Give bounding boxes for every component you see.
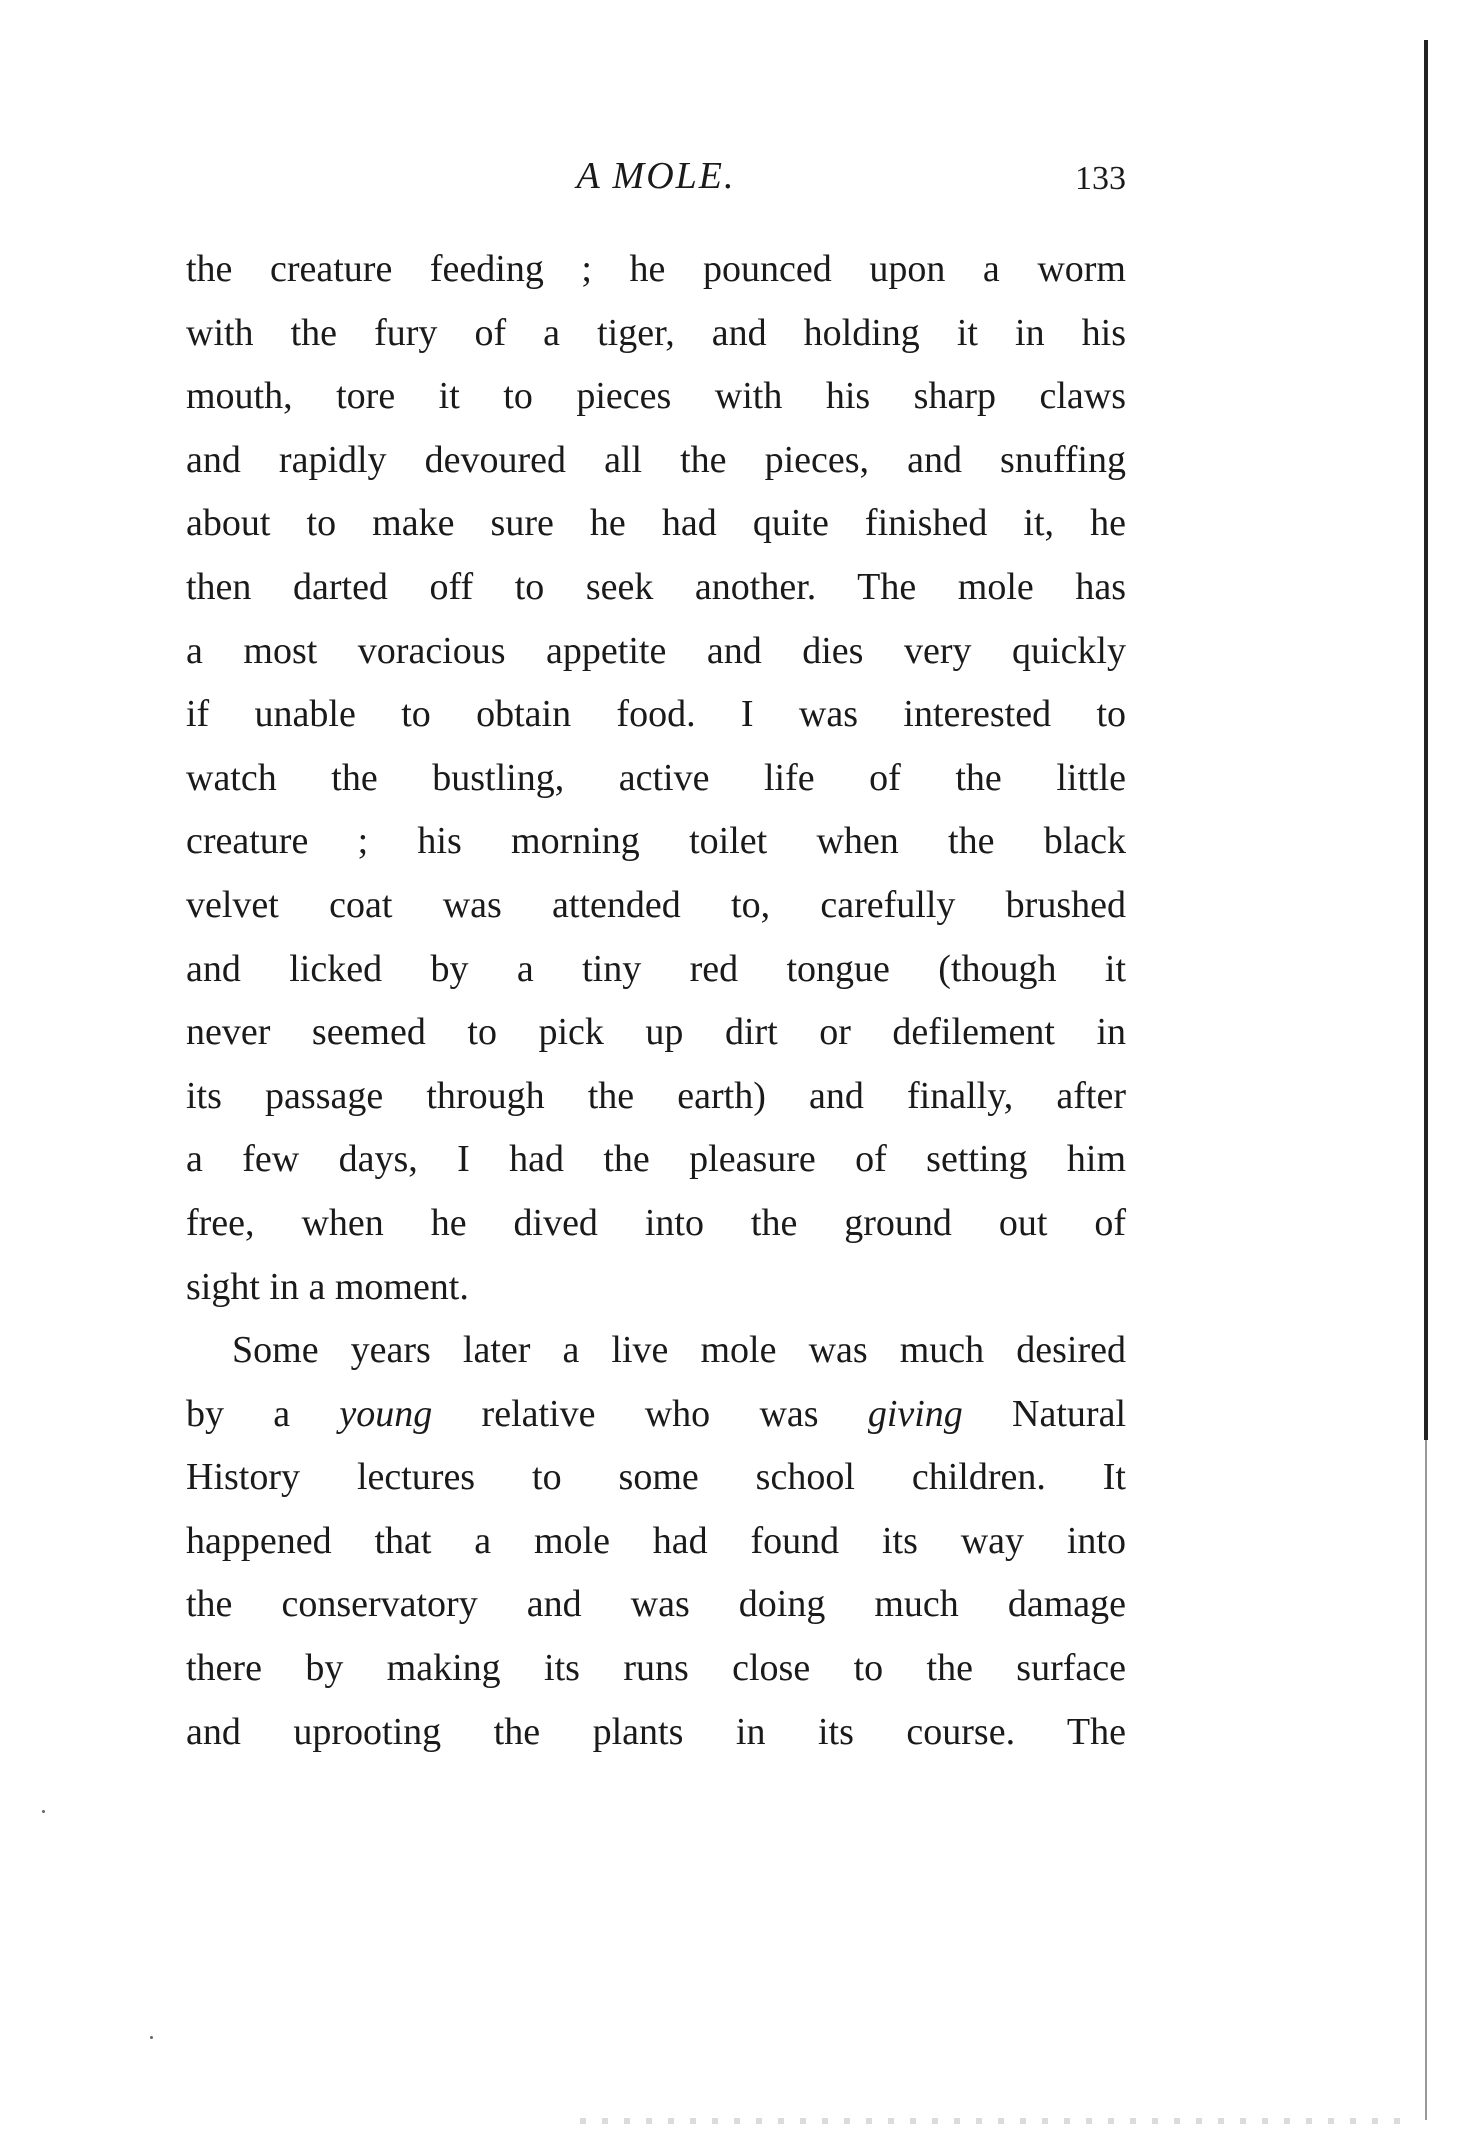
text-line: its passage through the earth) and finally, after — [186, 1074, 1126, 1117]
text-line: velvet coat was attended to, carefully brushed — [186, 883, 1126, 926]
text-line: about to make sure he had quite finished it, he — [186, 502, 1126, 545]
speck — [150, 2036, 153, 2039]
text-line: a few days, I had the pleasure of setting him — [186, 1138, 1126, 1181]
text-fragment: by a — [186, 1392, 340, 1435]
text-line: free, when he dived into the ground out of — [186, 1201, 1126, 1244]
text-line: sight in a moment. — [186, 1265, 469, 1308]
text-line: the creature feeding ; he pounced upon a worm — [186, 248, 1126, 290]
body-text — [186, 238, 1126, 1764]
text-line: then darted off to seek another. The mole has — [186, 565, 1126, 608]
binding-edge-lower — [1425, 1440, 1427, 2120]
text-line: and rapidly devoured all the pieces, and snuffing — [186, 438, 1126, 481]
binding-edge — [1424, 40, 1428, 1440]
text-line: Some years later a live mole was much desired — [232, 1329, 1126, 1372]
text-line: and licked by a tiny red tongue (though it — [186, 947, 1126, 990]
text-line: watch the bustling, active life of the little — [186, 756, 1126, 799]
text-line: there by making its runs close to the surface — [186, 1647, 1126, 1690]
italic-word: giving — [867, 1392, 963, 1435]
text-line: History lectures to some school children. It — [186, 1456, 1126, 1499]
text-line: the conservatory and was doing much damage — [186, 1583, 1126, 1626]
text-line: if unable to obtain food. I was interested to — [186, 693, 1126, 736]
text-line — [186, 1383, 1126, 1447]
text-line: and uprooting the plants in its course. The — [186, 1710, 1126, 1753]
page-number: 133 — [1075, 160, 1126, 197]
text-line: creature ; his morning toilet when the black — [186, 820, 1126, 863]
text-line: with the fury of a tiger, and holding it in his — [186, 311, 1126, 354]
text-line: a most voracious appetite and dies very quickly — [186, 629, 1126, 672]
page-header — [186, 150, 1126, 210]
running-head: A MOLE. — [576, 155, 736, 197]
text-line: mouth, tore it to pieces with his sharp claws — [186, 375, 1126, 418]
speck — [42, 1810, 45, 1813]
text-line: never seemed to pick up dirt or defilement in — [186, 1011, 1126, 1054]
italic-word: young — [339, 1392, 433, 1435]
text-fragment: Natural — [962, 1392, 1127, 1435]
scan-noise — [580, 2118, 1400, 2124]
text-line: happened that a mole had found its way into — [186, 1519, 1126, 1562]
text-fragment: relative who was — [432, 1392, 868, 1435]
